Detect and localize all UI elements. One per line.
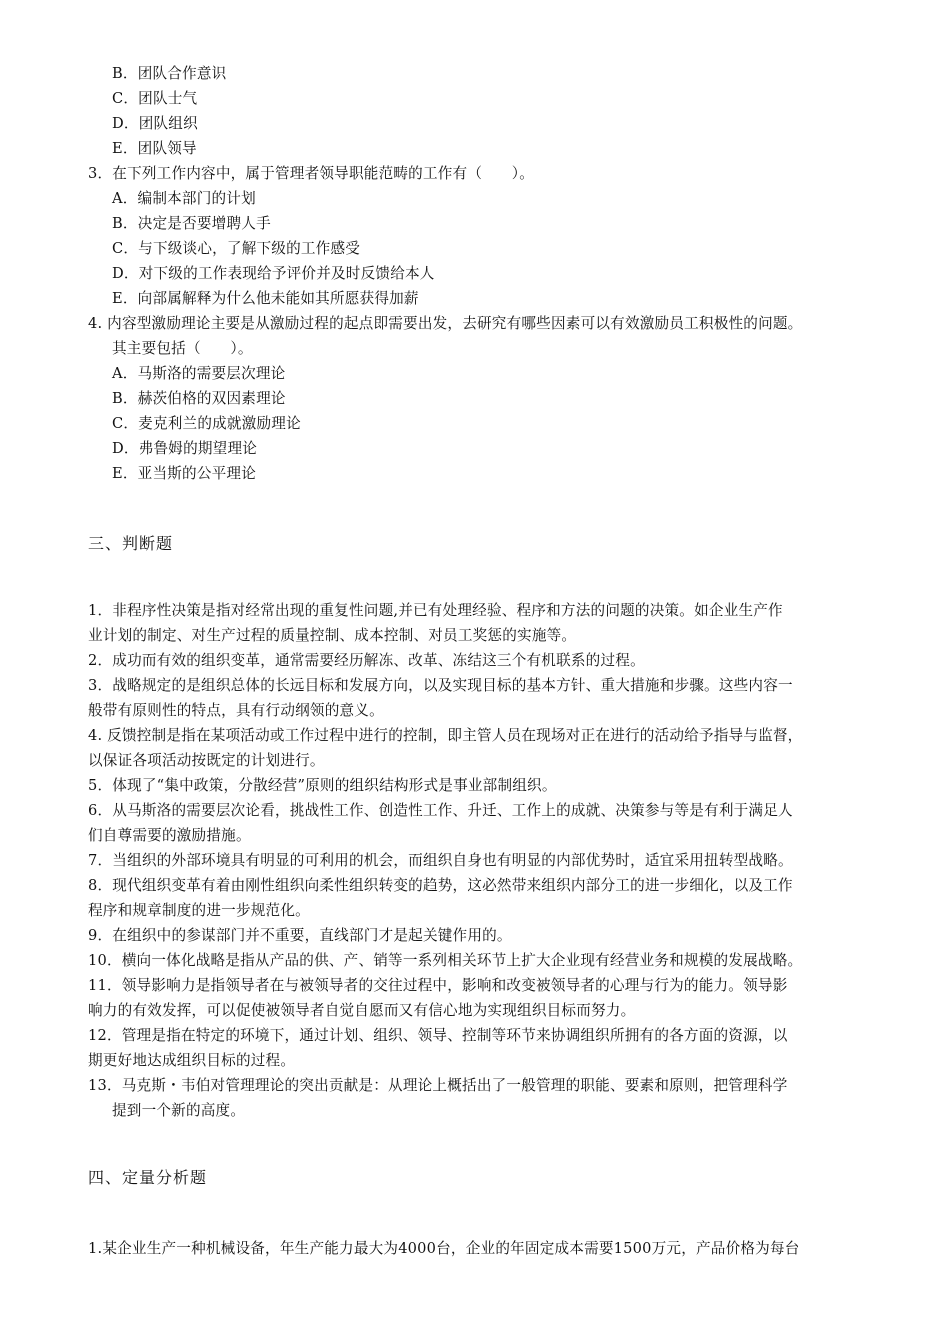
tf-line: 10．横向一体化战略是指从产品的供、产、销等一系列相关环节上扩大企业现有经营业务和规模的发展战略。 [88,952,803,969]
tf-line: 5．体现了“集中政策，分散经营”原则的组织结构形式是事业部制组织。 [88,777,557,794]
tf-line: 12．管理是指在特定的环境下，通过计划、组织、领导、控制等环节来协调组织所拥有的各方面的资源，以 [88,1027,788,1044]
q4-option-d: D．弗鲁姆的期望理论 [112,440,258,457]
tf-line: 8．现代组织变革有着由刚性组织向柔性组织转变的趋势，这必然带来组织内部分工的进一步细化，以及工作 [88,877,793,894]
q2-option-d: D．团队组织 [112,115,198,132]
tf-line: 响力的有效发挥，可以促使被领导者自觉自愿而又有信心地为实现组织目标而努力。 [88,1002,636,1019]
q3-option-c: C．与下级谈心，了解下级的工作感受 [112,240,361,257]
q3-option-e: E．向部属解释为什么他未能如其所愿获得加薪 [112,290,419,307]
section-heading-quantitative: 四、定量分析题 [88,1168,208,1187]
q2-option-b: B．团队合作意识 [112,65,227,82]
tf-line: 9．在组织中的参谋部门并不重要，直线部门才是起关键作用的。 [88,927,512,944]
tf-line: 期更好地达成组织目标的过程。 [88,1052,296,1069]
tf-line: 们自尊需要的激励措施。 [88,827,251,844]
q2-option-c: C．团队士气 [112,90,198,107]
tf-line: 7．当组织的外部环境具有明显的可利用的机会，而组织自身也有明显的内部优势时，适宜采用扭转型战略。 [88,852,793,869]
tf-line: 1．非程序性决策是指对经常出现的重复性问题,并已有处理经验、程序和方法的问题的决策。如企业生产作 [88,602,783,619]
tf-line: 6．从马斯洛的需要层次论看，挑战性工作、创造性工作、升迁、工作上的成就、决策参与等是有利于满足人 [88,802,793,819]
q2-option-e: E．团队领导 [112,140,197,157]
section-heading-true-false: 三、判断题 [88,534,174,553]
q4-option-c: C．麦克利兰的成就激励理论 [112,415,301,432]
q4-option-e: E．亚当斯的公平理论 [112,465,256,482]
tf-line: 3．战略规定的是组织总体的长远目标和发展方向，以及实现目标的基本方针、重大措施和步骤。这些内容一 [88,677,793,694]
tf-line: 11．领导影响力是指领导者在与被领导者的交往过程中，影响和改变被领导者的心理与行为的能力。领导影 [88,977,788,994]
tf-line: 2．成功而有效的组织变革，通常需要经历解冻、改革、冻结这三个有机联系的过程。 [88,652,645,669]
quant-q1-line1: 1.某企业生产一种机械设备，年生产能力最大为4000台，企业的年固定成本需要1500万元，产品价格为每台 [88,1240,800,1257]
tf-line: 业计划的制定、对生产过程的质量控制、成本控制、对员工奖惩的实施等。 [88,627,577,644]
tf-line: 以保证各项活动按既定的计划进行。 [88,752,325,769]
q3-question: 3．在下列工作内容中，属于管理者领导职能范畴的工作有（ ）。 [88,165,535,182]
q3-option-d: D．对下级的工作表现给予评价并及时反馈给本人 [112,265,435,282]
q4-option-b: B．赫茨伯格的双因素理论 [112,390,286,407]
tf-line: 提到一个新的高度。 [112,1102,246,1119]
tf-line: 般带有原则性的特点，具有行动纲领的意义。 [88,702,384,719]
tf-line: 13．马克斯・韦伯对管理理论的突出贡献是：从理论上概括出了一般管理的职能、要素和原则，把管理科学 [88,1077,788,1094]
q3-option-b: B．决定是否要增聘人手 [112,215,271,232]
q4-question-line2: 其主要包括（ ）。 [112,340,253,357]
tf-line: 4. 反馈控制是指在某项活动或工作过程中进行的控制，即主管人员在现场对正在进行的活动给予指导与监督， [88,727,803,744]
q4-question-line1: 4. 内容型激励理论主要是从激励过程的起点即需要出发，去研究有哪些因素可以有效激励员工积极性的问题。 [88,315,803,332]
tf-line: 程序和规章制度的进一步规范化。 [88,902,310,919]
q3-option-a: A．编制本部门的计划 [112,190,256,207]
q4-option-a: A．马斯洛的需要层次理论 [112,365,286,382]
